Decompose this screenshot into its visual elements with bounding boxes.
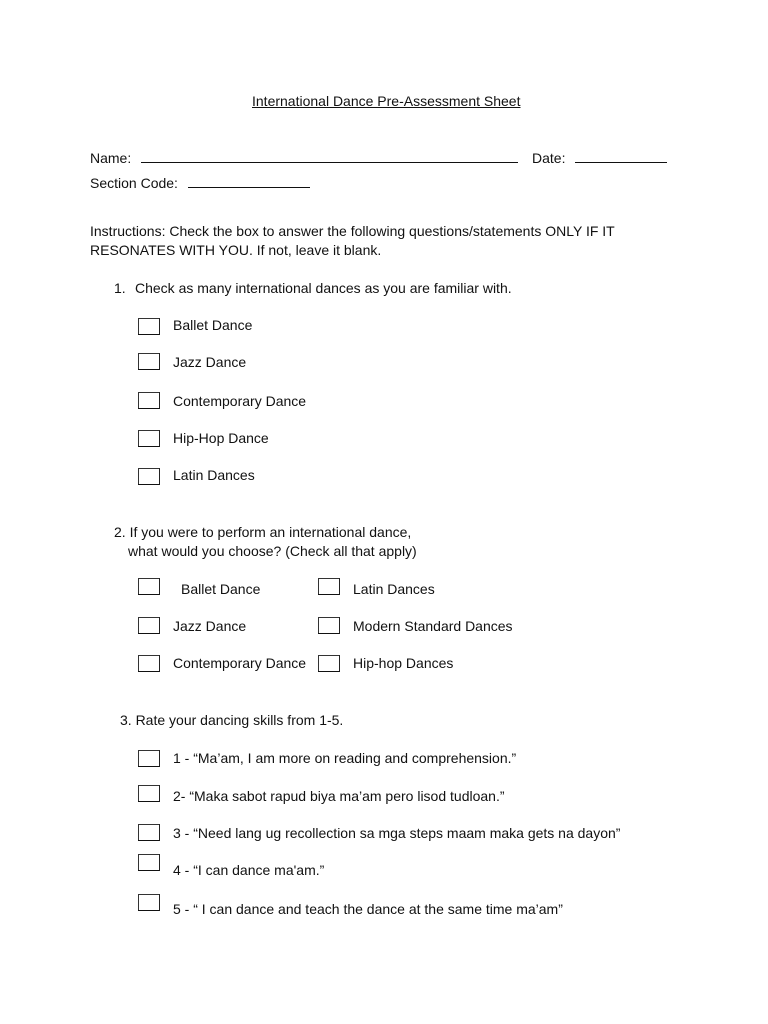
q2-option-label: Hip-hop Dances [353,655,454,671]
section-code-field[interactable] [188,175,310,188]
q2-option-label: Latin Dances [353,581,435,597]
q3-checkbox-2[interactable] [138,785,160,802]
q1-option-label: Jazz Dance [173,354,247,370]
q2-option-label: Contemporary Dance [173,655,307,671]
q1-checkbox-ballet[interactable] [138,318,160,335]
q3-option-label: 2- “Maka sabot rapud biya ma’am pero lisod tudloan.” [173,788,505,804]
q2-checkbox-modern-standard[interactable] [318,617,340,634]
q1-checkbox-latin[interactable] [138,468,160,485]
name-field[interactable] [141,150,518,163]
section-code-label: Section Code: [90,175,178,191]
q3-option-label: 5 - “ I can dance and teach the dance at the same time ma’am” [173,901,563,917]
question-1-text: Check as many international dances as you are familiar with. [135,280,512,296]
instructions-line-2: RESONATES WITH YOU. If not, leave it blank. [90,242,382,258]
q2-checkbox-contemporary[interactable] [138,655,160,672]
q2-option-label: Ballet Dance [181,581,261,597]
q3-checkbox-1[interactable] [138,750,160,767]
q2-checkbox-hiphop[interactable] [318,655,340,672]
q1-option-label: Contemporary Dance [173,393,307,409]
q3-checkbox-4[interactable] [138,854,160,871]
q3-option-label: 1 - “Ma’am, I am more on reading and comprehension.” [173,750,517,766]
q1-checkbox-contemporary[interactable] [138,392,160,409]
q1-option-label: Latin Dances [173,467,255,483]
q1-checkbox-hiphop[interactable] [138,430,160,447]
q1-option-label: Ballet Dance [173,317,253,333]
q2-checkbox-jazz[interactable] [138,617,160,634]
question-2-line-2: what would you choose? (Check all that apply) [128,543,417,559]
q2-checkbox-latin[interactable] [318,578,340,595]
q3-checkbox-5[interactable] [138,894,160,911]
section-code-row [90,174,310,192]
q3-checkbox-3[interactable] [138,824,160,841]
date-field[interactable] [575,150,667,163]
q1-checkbox-jazz[interactable] [138,353,160,370]
question-2-line-1: 2. If you were to perform an international dance, [114,524,412,540]
q2-checkbox-ballet[interactable] [138,578,160,595]
q3-option-label: 4 - “I can dance ma'am.” [173,862,325,878]
q2-option-label: Jazz Dance [173,618,247,634]
date-label: Date: [532,150,566,166]
q2-option-label: Modern Standard Dances [353,618,513,634]
name-row [90,149,667,167]
instructions-line-1: Instructions: Check the box to answer the following questions/statements ONLY IF IT [90,223,615,239]
question-3-text: 3. Rate your dancing skills from 1-5. [120,712,344,728]
name-label: Name: [90,150,132,166]
q3-option-label: 3 - “Need lang ug recollection sa mga steps maam maka gets na dayon” [173,825,621,841]
page-title: International Dance Pre-Assessment Sheet [252,93,521,109]
question-1-number: 1. [114,280,126,296]
q1-option-label: Hip-Hop Dance [173,430,269,446]
